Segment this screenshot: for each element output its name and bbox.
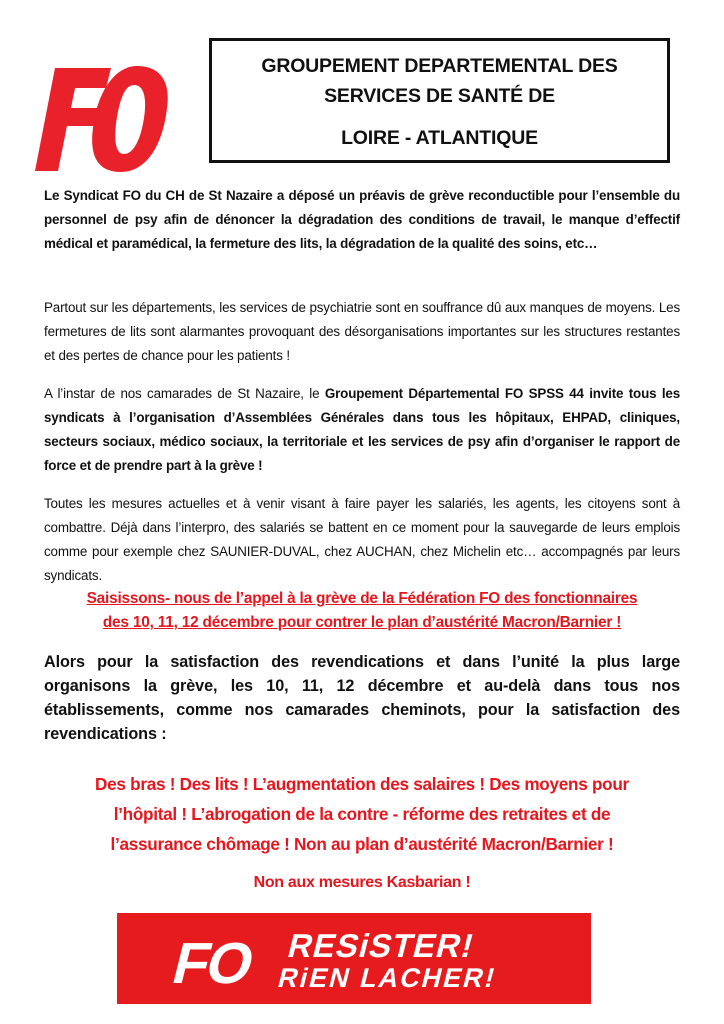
paragraph-invitation (44, 382, 680, 478)
slogans (30, 769, 694, 859)
header-line-1: GROUPEMENT DEPARTEMENTAL DES (261, 55, 618, 77)
paragraph-text: Le Syndicat FO du CH de St Nazaire a déposé un préavis de grève reconductible pour l’ensemble du personnel de psy afin de dénoncer la dégradation des conditions de travail, le manque d’effectif médical et paramédical, la fermeture des lits, la dégradation de la qualité des soins, etc… (44, 188, 680, 251)
strike-call-line-1: Saisissons- nous de l’appel à la grève de la Fédération FO des fonctionnaires (86, 590, 638, 607)
kasbarian-slogan: Non aux mesures Kasbarian ! (253, 874, 471, 891)
strike-call-line-2: des 10, 11, 12 décembre pour contrer le plan d’austérité Macron/Barnier ! (102, 614, 622, 631)
slogan-line-1: Des bras ! Des lits ! L’augmentation des salaires ! Des moyens pour (95, 774, 629, 794)
header-line-2: SERVICES DE SANTÉ DE (324, 85, 555, 107)
slogan-line-2: l’hôpital ! L’abrogation de la contre - réforme des retraites et de (113, 804, 611, 824)
paragraph-text (44, 382, 680, 478)
strike-call (30, 587, 694, 635)
demand-paragraph: Alors pour la satisfaction des revendications et dans l’unité la plus large organisons la grève, les 10, 11, 12 décembre et au-delà dans tous nos établissements, comme nos camarades cheminots, pour la satisfaction des revendications : (44, 653, 680, 743)
fo-logo (33, 66, 173, 174)
paragraph-intro: A l’instar de nos camarades de St Nazaire, le (44, 386, 325, 401)
fo-logo-graphic (33, 66, 173, 174)
header-title-box (209, 38, 670, 163)
paragraph-text: Toutes les mesures actuelles et à venir visant à faire payer les salariés, les agents, les citoyens sont à combattre. Déjà dans l’interpro, des salariés se battent en ce moment pour la sauvegarde de leurs emplois comme pour exemple chez SAUNIER-DUVAL, chez AUCHAN, chez Michelin etc… accompagnés par leurs syndicats. (44, 496, 680, 583)
banner-line-2: RiEN LACHER! (275, 962, 501, 993)
paragraph-text: Partout sur les départements, les services de psychiatrie sont en souffrance dû aux manques de moyens. Les fermetures de lits sont alarmantes provoquant des désorganisations importantes sur les structures restantes et des pertes de chance pour les patients ! (44, 300, 680, 363)
resister-banner-graphic (117, 913, 591, 1004)
header-line-3: LOIRE - ATLANTIQUE (341, 127, 538, 149)
banner-fo-text: FO (166, 931, 259, 996)
paragraph-measures (44, 492, 680, 588)
paragraph-psychiatry (44, 296, 680, 368)
resister-banner (117, 913, 591, 1004)
slogan-line-3: l’assurance chômage ! Non au plan d’austérité Macron/Barnier ! (110, 834, 614, 854)
paragraph-strike-notice (44, 184, 680, 256)
paragraph-bold-invitation: Groupement Départemental FO SPSS 44 invite tous les syndicats à l’organisation d’Assemblées Générales dans tous les hôpitaux, EHPAD, cliniques, secteurs sociaux, médico sociaux, la territoriale et les services de psy afin d’organiser le rapport de force et de prendre part à la grève ! (44, 386, 681, 473)
banner-line-1: RESiSTER! (284, 928, 479, 965)
